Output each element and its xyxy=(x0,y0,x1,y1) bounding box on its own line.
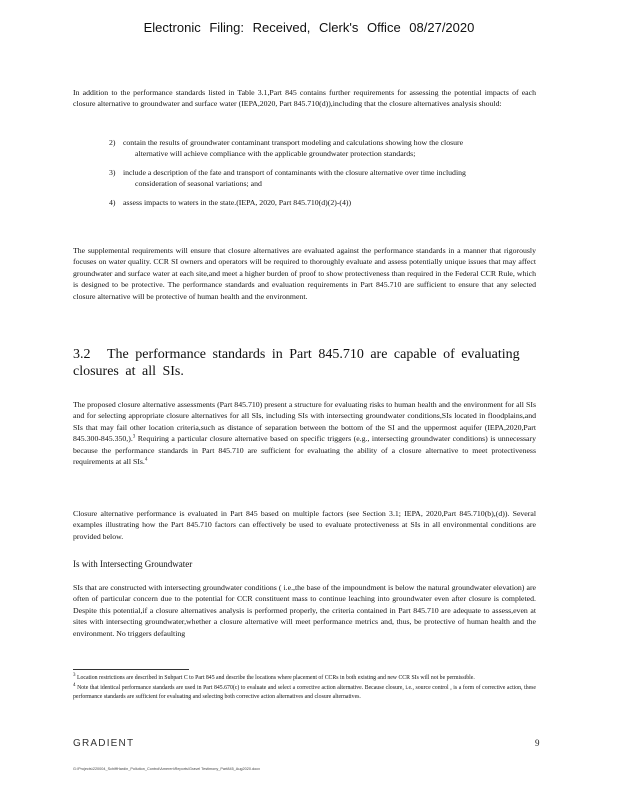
footnotes xyxy=(73,674,536,703)
gradient-logo: GRADIENT xyxy=(73,738,135,749)
section-paragraph-2: Closure alternative performance is evaluated in Part 845 based on multiple factors (see Section 3.1; IEPA, 2020,Part 845.710(b),(d)). Several examples illustrating how the Part 845.710 factors can effectively be used to evaluate protectiveness at SIs in all environmental conditions are provided below. xyxy=(73,509,536,541)
list-item-number: 2) xyxy=(109,138,116,147)
footnote-text: Location restrictions are described in Subpart C to Part 845 and describe the locations where placement of CCRs in both existing and new CCR SIs will not be permissible. xyxy=(76,675,475,681)
section-title: The performance standards in Part 845.710 are capable of evaluating closures at all SIs. xyxy=(73,347,520,379)
list-item-number: 4) xyxy=(109,197,116,207)
section-paragraph-1 xyxy=(73,399,536,467)
supplemental-paragraph: The supplemental requirements will ensure that closure alternatives are evaluated against the performance standards in a manner that rigorously focuses on water quality. CCR SI owners and operators will be required to thoroughly evaluate and assess potentially unique issues that may affect groundwater and surface water at each site,and meet a higher burden of proof to show protectiveness than required in the Federal CCR Rule, which is designed to be protective. The performance standards and evaluation requirements in Part 845.710 are sufficient to ensure that any selected closure alternative will be protective of human health and the environment. xyxy=(73,246,536,301)
subsection-heading: Is with Intersecting Groundwater xyxy=(73,559,193,569)
paragraph-text: Requiring a particular closure alternative based on specific triggers (e.g., intersecting groundwater conditions) is unnecessary because the performance standards in Part 845.710 are sufficient for evaluating the ability of a closure alternative to meet protectiveness requirements at all SIs. xyxy=(73,434,536,467)
footnote-ref[interactable]: 4 xyxy=(144,457,148,463)
footnote-divider xyxy=(73,669,189,670)
footnote-text: Note that identical performance standards are used in Part 845.670(c) to evaluate and select a corrective action alternative. Because closure, i.e., source control , is a form of corrective action, these performance standards are sufficient for evaluating and selecting both corrective action alternatives and closure alternatives. xyxy=(73,684,536,701)
page-number: 9 xyxy=(535,738,540,748)
requirements-list xyxy=(109,137,489,215)
filing-header: Electronic Filing: Received, Clerk's Office 08/27/2020 xyxy=(143,20,475,35)
subsection-paragraph: SIs that are constructed with intersecting groundwater conditions ( i.e.,the base of the impoundment is below the natural groundwater elevation) are often of particular concern due to the potential for CCR constituent mass to continue leaching into groundwater even after closure is completed. Despite this potential,if a closure alternatives analysis is performed properly, the criteria contained in Part 845.710 are adequate to assess,even at sites with intersecting groundwater,whether a closure alternative will meet performance metrics and, thus, be protective of human health and the environment. No triggers defaulting xyxy=(73,583,536,638)
intro-paragraph: In addition to the performance standards listed in Table 3.1,Part 845 contains further requirements for assessing the potential impacts of each closure alternative to groundwater and surface water (IEPA,2020, Part 845.710(d)),including that the closure alternatives analysis should: xyxy=(73,88,536,109)
list-item-text: assess impacts to waters in the state.(IEPA, 2020, Part 845.710(d)(2)-(4)) xyxy=(122,197,352,207)
list-item xyxy=(109,167,489,190)
section-number: 3.2 xyxy=(73,347,91,362)
list-item xyxy=(109,197,489,208)
footnote-number: 3 xyxy=(73,673,76,679)
section-heading xyxy=(73,346,543,380)
list-item-text: include a description of the fate and transport of contaminants with the closure alternative over time including consideration of seasonal variations; and xyxy=(122,167,466,189)
list-item xyxy=(109,137,489,160)
footnote xyxy=(73,684,536,703)
file-path: G:\Projects\220004_SchiffHardin_Pollution_Control\Ameren\Reports\Gravel Testimony_Part845_Aug2020.docx xyxy=(73,767,261,771)
list-item-text: contain the results of groundwater contaminant transport modeling and calculations showing how the closure alternative will achieve compliance with the applicable groundwater protection standards; xyxy=(122,138,464,159)
paragraph-text: The proposed closure alternative assessments (Part 845.710) present a structure for evaluating risks to human health and the environment for all SIs and for selecting appropriate closure alternatives for all SIs, including SIs with intersecting groundwater conditions,SIs located in floodplains,and SIs that may fail other location criteria,such as distance of separation between the bottom of the SI and the uppermost aquifer (IEPA,2020,Part 845.300-845.350,). xyxy=(73,400,536,444)
footnote-ref[interactable]: 3 xyxy=(132,434,136,440)
footnote xyxy=(73,674,536,684)
footnote-number: 4 xyxy=(73,682,76,688)
list-item-number: 3) xyxy=(109,167,116,177)
